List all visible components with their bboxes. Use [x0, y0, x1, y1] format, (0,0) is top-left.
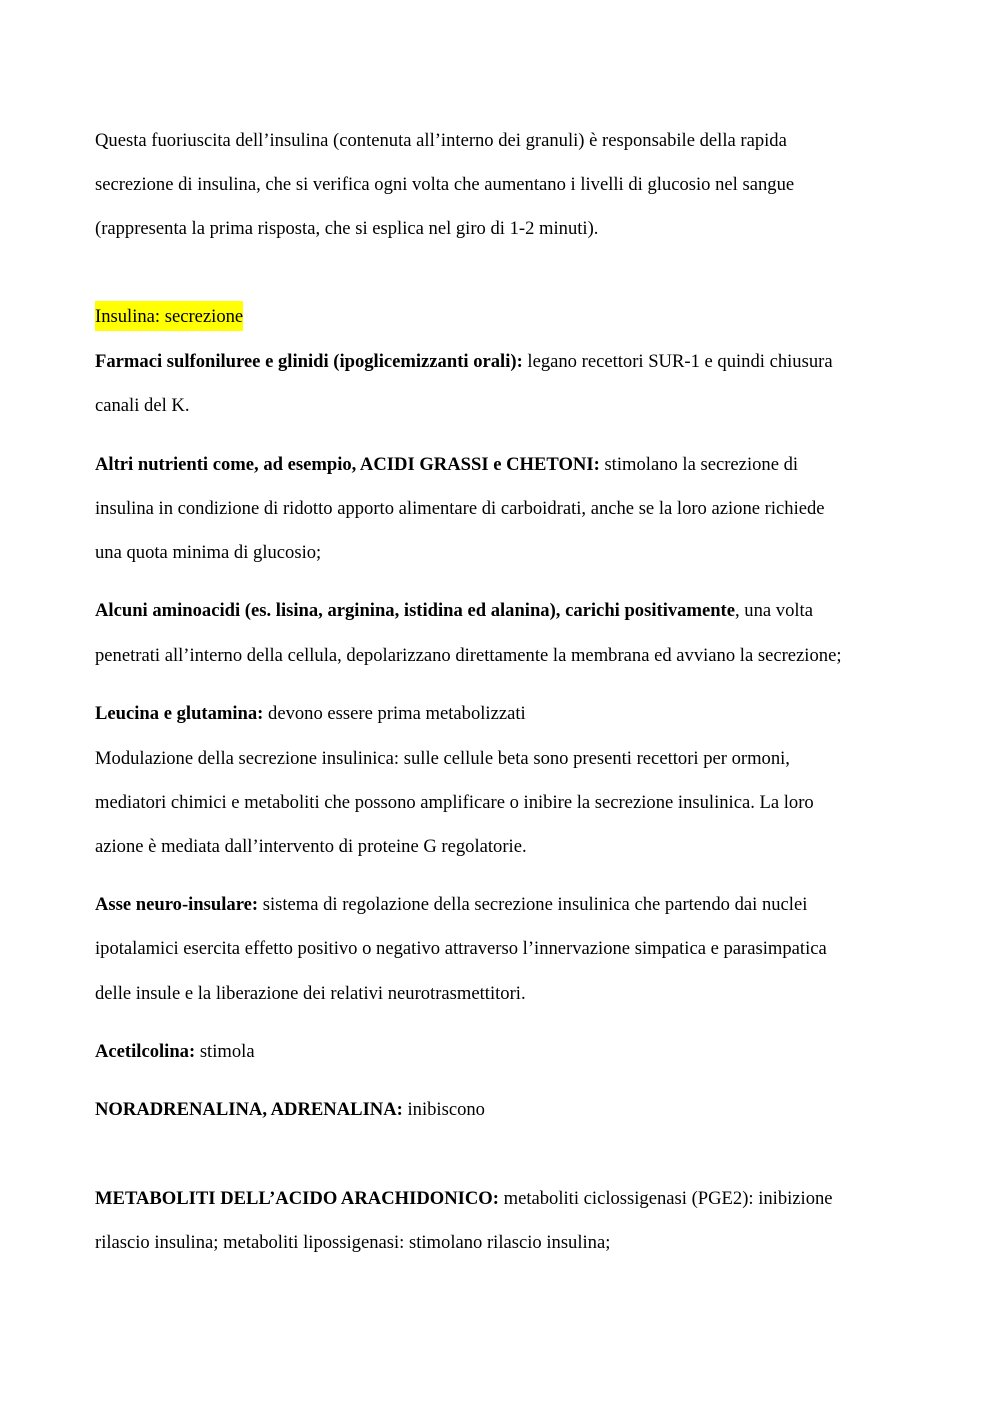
acetilcolina-term: Acetilcolina: — [95, 1041, 196, 1062]
acetilcolina-text: stimola — [195, 1041, 255, 1062]
noradrenalina-term: NORADRENALINA, ADRENALINA: — [95, 1099, 403, 1120]
asse-term: Asse neuro-insulare: — [95, 894, 259, 915]
altri-line-3: una quota minima di glucosio; — [95, 542, 322, 563]
modulazione-line-1: Modulazione della secrezione insulinica: sulle cellule beta sono presenti recettori per ormoni, — [95, 748, 790, 769]
noradrenalina-line — [95, 1099, 485, 1121]
aminoacidi-term: Alcuni aminoacidi (es. lisina, arginina, istidina ed alanina), carichi positivamente — [95, 600, 735, 621]
asse-line-2: ipotalamici esercita effetto positivo o negativo attraverso l’innervazione simpatica e parasimpatica — [95, 938, 827, 959]
leucina-term: Leucina e glutamina: — [95, 703, 264, 724]
altri-line-1 — [95, 454, 798, 476]
intro-line-3: (rappresenta la prima risposta, che si esplica nel giro di 1-2 minuti). — [95, 218, 599, 239]
acetilcolina-line — [95, 1041, 255, 1063]
leucina-line — [95, 703, 526, 725]
modulazione-line-2: mediatori chimici e metaboliti che possono amplificare o inibire la secrezione insulinica. La loro — [95, 792, 814, 813]
aminoacidi-line-1 — [95, 600, 813, 622]
metaboliti-text: metaboliti ciclossigenasi (PGE2): inibizione — [498, 1188, 833, 1209]
metaboliti-line-1 — [95, 1188, 833, 1210]
modulazione-line-3: azione è mediata dall’intervento di proteine G regolatorie. — [95, 836, 527, 857]
metaboliti-term: METABOLITI DELL’ACIDO ARACHIDONICO: — [95, 1188, 499, 1209]
asse-line-1 — [95, 894, 807, 916]
asse-text: sistema di regolazione della secrezione insulinica che partendo dai nuclei — [258, 894, 808, 915]
farmaci-line-2: canali del K. — [95, 395, 190, 416]
aminoacidi-text: , una volta — [735, 600, 813, 621]
intro-line-2: secrezione di insulina, che si verifica ogni volta che aumentano i livelli di glucosio nel sangue — [95, 174, 795, 195]
altri-text: stimolano la secrezione di — [599, 454, 799, 475]
aminoacidi-line-2: penetrati all’interno della cellula, depolarizzano direttamente la membrana ed avviano la secrezione; — [95, 645, 842, 666]
intro-line-1: Questa fuoriuscita dell’insulina (contenuta all’interno dei granuli) è responsabile della rapida — [95, 130, 787, 151]
asse-line-3: delle insule e la liberazione dei relativi neurotrasmettitori. — [95, 983, 526, 1004]
leucina-text: devono essere prima metabolizzati — [263, 703, 526, 724]
farmaci-text: legano recettori SUR-1 e quindi chiusura — [522, 351, 833, 372]
farmaci-term: Farmaci sulfoniluree e glinidi (ipoglicemizzanti orali): — [95, 351, 523, 372]
noradrenalina-text: inibiscono — [402, 1099, 485, 1120]
altri-line-2: insulina in condizione di ridotto apporto alimentare di carboidrati, anche se la loro azione richiede — [95, 498, 825, 519]
altri-term: Altri nutrienti come, ad esempio, ACIDI GRASSI e CHETONI: — [95, 454, 600, 475]
section-heading — [95, 306, 243, 328]
highlighted-heading: Insulina: secrezione — [95, 301, 243, 331]
farmaci-line-1 — [95, 351, 833, 373]
metaboliti-line-2: rilascio insulina; metaboliti lipossigenasi: stimolano rilascio insulina; — [95, 1232, 611, 1253]
